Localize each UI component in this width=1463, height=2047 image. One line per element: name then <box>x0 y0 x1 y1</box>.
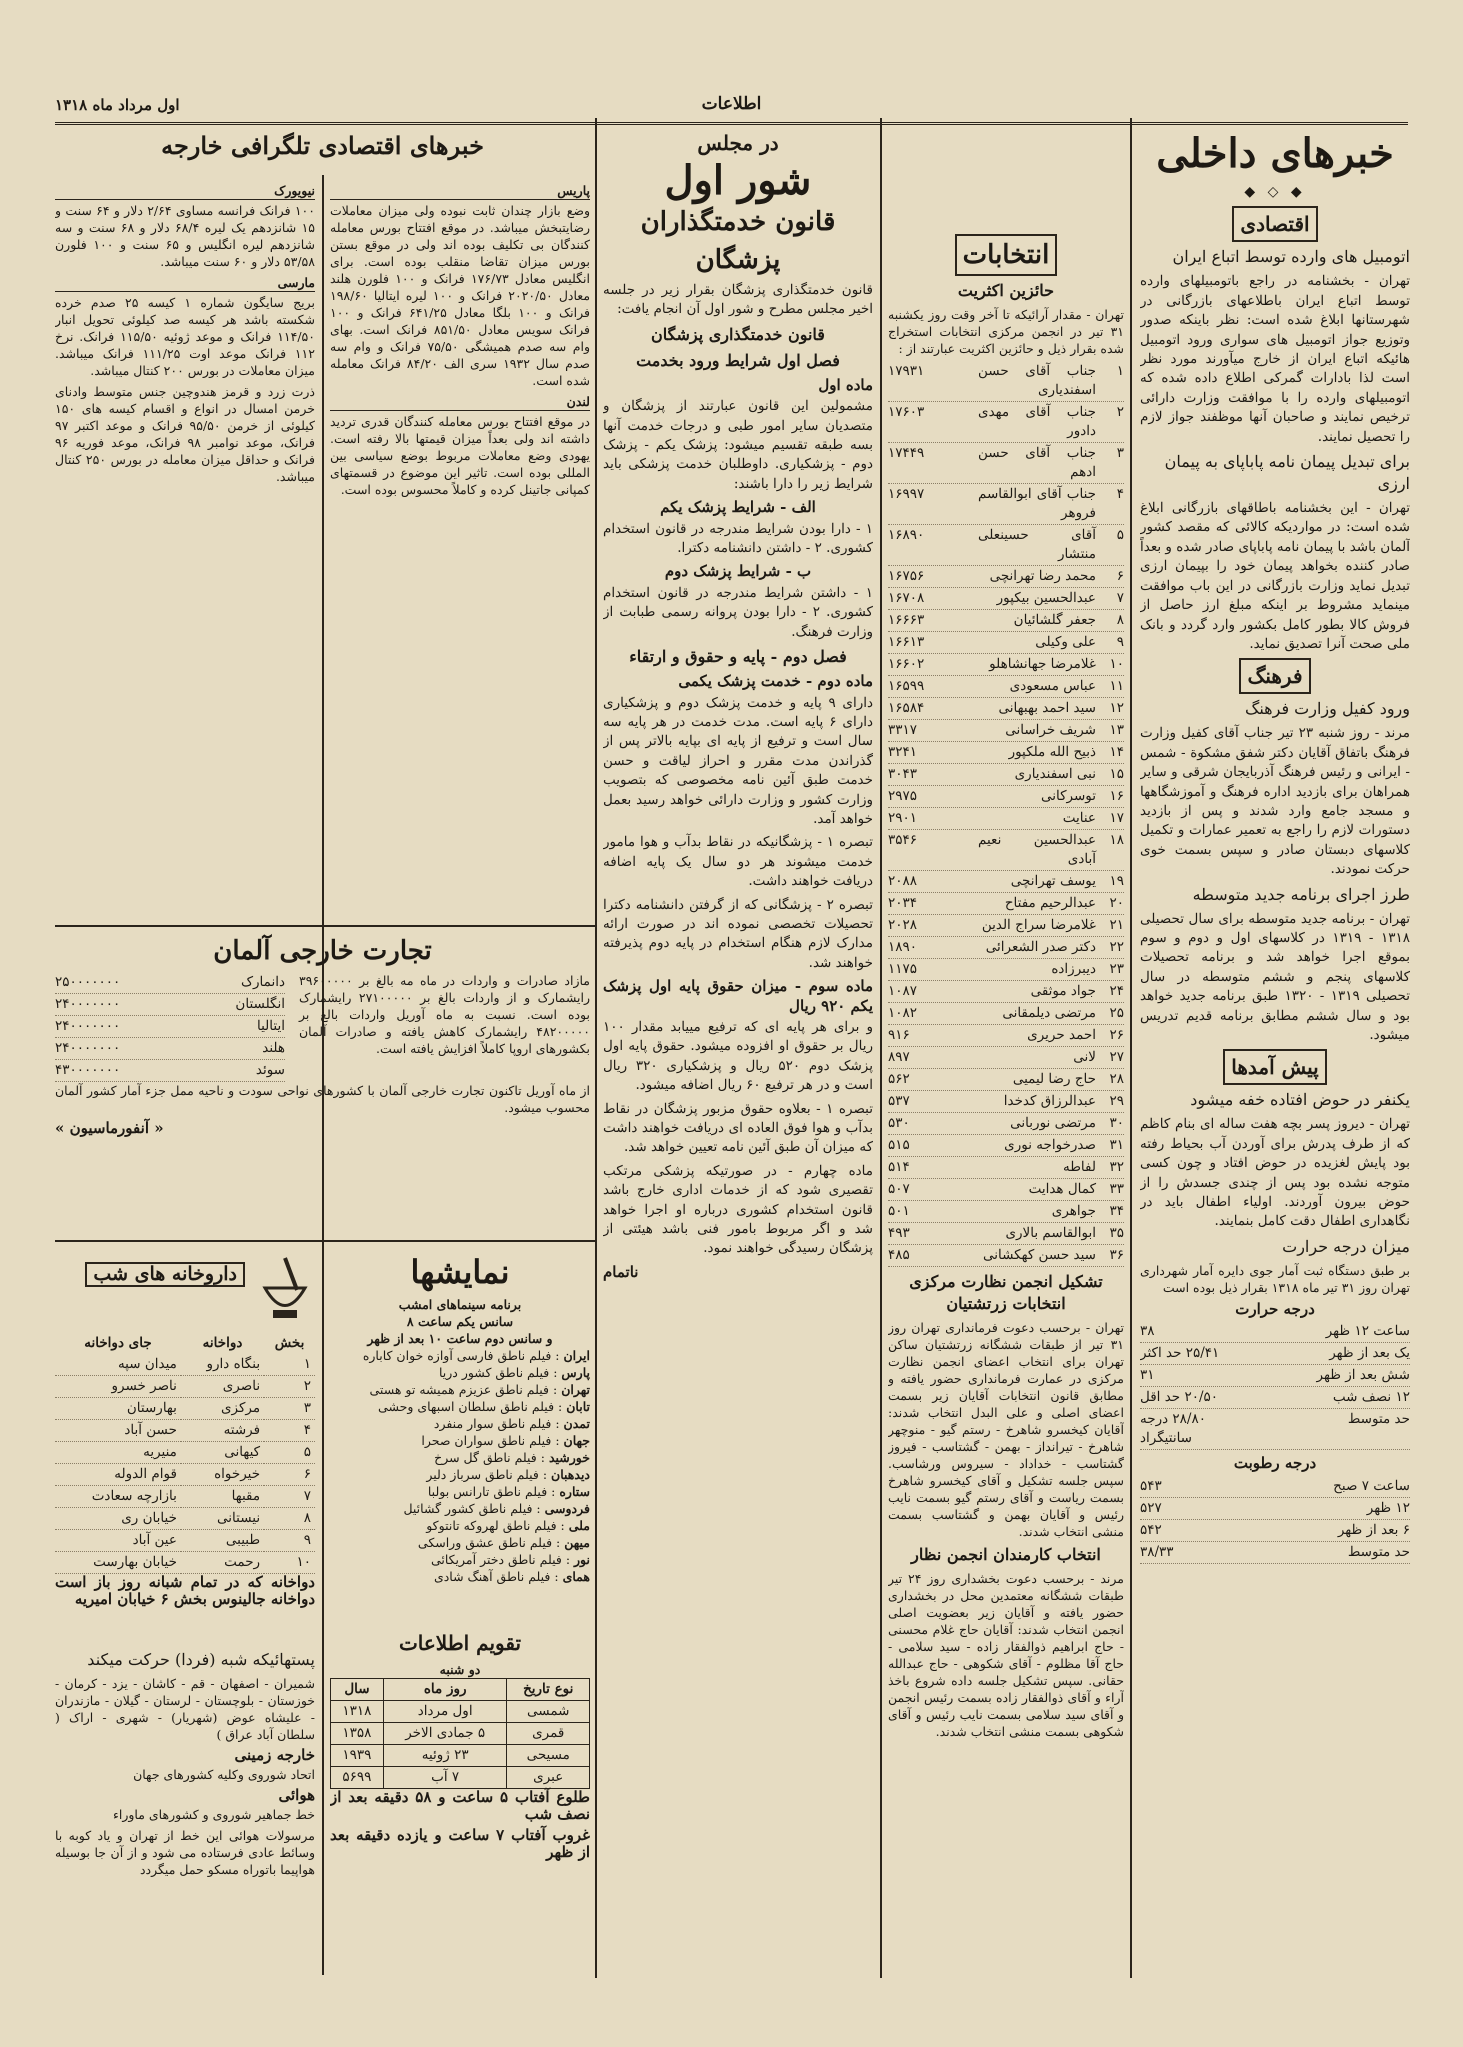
source-credit: « آنفورماسیون » <box>55 1119 164 1137</box>
pharmacy-note: دواخانه که در تمام شبانه روز باز است دواخانه جالینوس بخش ۶ خیابان امیریه <box>55 1573 315 1608</box>
col-header: بخش <box>274 1335 305 1351</box>
foreign-econ-right <box>330 178 590 918</box>
list-item: سوئد ۴۳۰۰۰۰۰۰۰ <box>55 1060 285 1082</box>
cinema-show-1: سانس یکم ساعت ۸ <box>406 1314 514 1329</box>
mail-title: پستهائیکه شبه (فردا) حرکت میکند <box>87 1650 315 1669</box>
mortar-icon <box>255 1248 315 1328</box>
column-rule <box>880 118 882 1978</box>
list-item: شش بعد از ظهر ۳۱ <box>1140 1365 1410 1387</box>
majlis-column <box>603 125 873 1975</box>
ministry-body: مرند - روز شنبه ۲۳ تیر جناب آقای کفیل وزارت فرهنگ باتفاق آقایان دکتر شفق مشکوة - شمس - ایرانی و رئیس فرهنگ آذربایجان شرقی و سایر همراهان برای بازدید اداره فرهنگ و آموزشگاهها و مسجد جامع وارد شدند و پس از بازدید دستورات لازم را راجع به تعمیر عمارات و تکمیل کلاسهای دبستان صادر و سپس بسمت خوی حرکت نمودند. <box>1140 725 1410 878</box>
list-item: ستاره : فیلم ناطق تارانس بولبا <box>427 1484 590 1499</box>
table-row: ۲۷ لانی ۸۹۷ <box>888 1047 1124 1069</box>
condition-a-body: ۱ - دارا بودن شرایط مندرجه در قانون استخدام کشوری. ۲ - داشتن دانشنامه دکترا. <box>603 520 873 557</box>
drown-headline: یکنفر در حوض افتاده خفه میشود <box>1190 1090 1410 1110</box>
car-import-headline: اتومبیل های وارده توسط اتباع ایران <box>1172 247 1410 267</box>
to-be-continued: ناتمام <box>603 1262 639 1281</box>
col-header: روز ماه <box>383 1679 507 1701</box>
cinema-show-2: و سانس دوم ساعت ۱۰ بعد از ظهر <box>367 1331 553 1346</box>
temp-list <box>1140 1321 1410 1450</box>
table-row: ۲۶ احمد حریری ۹۱۶ <box>888 1025 1124 1047</box>
table-row: ۹ طبیبی عین آباد <box>55 1530 315 1552</box>
table-row: ۳۱ صدرخواجه نوری ۵۱۵ <box>888 1135 1124 1157</box>
mail-abroad-title: خارجه زمینی <box>234 1746 315 1764</box>
table-row: ۳۴ جواهری ۵۰۱ <box>888 1201 1124 1223</box>
majlis-intro: قانون خدمتگذاری پزشگان بقرار زیر در جلسه اخیر مجلس مطرح و شور اول آن انجام یافت: <box>603 282 873 318</box>
table-row: ۶ محمد رضا تهرانچی ۱۶۷۵۶ <box>888 566 1124 588</box>
note-1: تبصره ۱ - پزشگانیکه در نقاط بدآب و هوا مامور خدمت میشوند هر دو سال یک پایه اضافه دریافت خواهند داشت. <box>603 834 873 890</box>
table-row: ۲۸ حاج رضا لیمیی ۵۶۲ <box>888 1069 1124 1091</box>
list-item: حد متوسط ۳۸/۳۳ <box>1140 1542 1410 1564</box>
mail-abroad-body: اتحاد شوروی وکلیه کشورهای جهان <box>133 1767 315 1782</box>
table-row: ۲۴ جواد موثقی ۱۰۸۷ <box>888 981 1124 1003</box>
german-trade-title: تجارت خارجی آلمان <box>213 936 432 966</box>
humidity-subheading: درجه رطوبت <box>1233 1454 1317 1473</box>
list-item: ساعت ۷ صبح ۵۴۳ <box>1140 1476 1410 1498</box>
table-row: ۳۳ کمال هدایت ۵۰۷ <box>888 1179 1124 1201</box>
table-row: ۱۵ نبی اسفندیاری ۳۰۴۳ <box>888 764 1124 786</box>
domestic-news-column <box>1140 125 1410 1975</box>
winners-headline: حائزین اکثریت <box>957 281 1055 300</box>
table-row: ۲۱ غلامرضا سراج الدین ۲۰۲۸ <box>888 915 1124 937</box>
condition-b-body: ۱ - داشتن شرایط مندرجه در قانون استخدام کشوری. ۲ - دارا بودن پروانه رسمی طبابت از وزارت فرهنگ. <box>603 584 873 640</box>
humidity-list <box>1140 1476 1410 1564</box>
calendar-title: تقویم اطلاعات <box>398 1631 522 1655</box>
table-row: ۱۳ شریف خراسانی ۳۳۱۷ <box>888 720 1124 742</box>
list-item: حد متوسط ۲۸/۸۰ درجه سانتیگراد <box>1140 1409 1410 1450</box>
mail-column <box>55 1645 315 1975</box>
table-row: ۹ علی وکیلی ۱۶۶۱۳ <box>888 632 1124 654</box>
car-import-body: تهران - بخشنامه در راجع باتومبیلهای وارده توسط اتباع ایران باطلاعهای بازرگانی در شهرستانها ابلاغ شده است: نظر باینکه صدور وتوزیع جواز اتومبیل های سواری ورود اتومبیل هائیکه اتباع ایران از خارج میآورند مورد نظر است لذا بادارات گمرکی اطلاع داده شده که اتومبیلهای وارده را با موافقت وزارت دارائی ترخیص نمایند و صاحبان آنها موظفند جواز لازم را تحصیل نمایند. <box>1140 273 1410 445</box>
culture-header <box>1140 658 1410 694</box>
pharmacy-table <box>55 1333 315 1574</box>
table-row: ۱۰ غلامرضا جهانشاهلو ۱۶۶۰۲ <box>888 654 1124 676</box>
table-row: قمری ۵ جمادی الاخر ۱۳۵۸ <box>331 1723 590 1745</box>
sunset: غروب آفتاب ۷ ساعت و یازده دقیقه بعد از ظهر <box>330 1826 590 1861</box>
table-row: ۸ نیستانی خیابان ری <box>55 1508 315 1530</box>
list-item: دانمارک ۲۵۰۰۰۰۰۰۰ <box>55 972 285 994</box>
cinema-column <box>330 1248 590 1603</box>
table-row: ۱۱ عباس مسعودی ۱۶۵۹۹ <box>888 676 1124 698</box>
newyork-dateline: نیویورک <box>55 182 315 200</box>
column-rule <box>595 118 597 1978</box>
list-item: ۶ بعد از ظهر ۵۴۲ <box>1140 1520 1410 1542</box>
list-item: ساعت ۱۲ ظهر ۳۸ <box>1140 1321 1410 1343</box>
table-row: ۸ جعفر گلشائیان ۱۶۶۶۳ <box>888 610 1124 632</box>
calendar-column <box>330 1625 590 1975</box>
list-item: پارس : فیلم ناطق کشور دریا <box>438 1365 590 1380</box>
votes-list <box>888 361 1124 1267</box>
table-row: ۲ جناب آقای مهدی دادور ۱۷۶۰۳ <box>888 402 1124 443</box>
table-row: ۲۹ عبدالرزاق کدخدا ۵۳۷ <box>888 1091 1124 1113</box>
list-item: جهان : فیلم ناطق سواران صحرا <box>421 1433 590 1448</box>
list-item: همای : فیلم ناطق آهنگ شادی <box>433 1569 590 1584</box>
german-trade-list <box>55 972 285 1082</box>
german-trade <box>55 930 590 1235</box>
article-4: ماده چهارم - در صورتیکه پزشکی مرتکب تقصیری شود که از خدمات اداری خارج باشد قانون استخدام کشوری درباره او اجرا خواهد شد و اگر مربوط بامور فنی باشد هیئتی از پزشگان رسیدگی خواهند نمود. <box>603 1162 873 1257</box>
list-item: نور : فیلم ناطق دختر آمریکائی <box>430 1552 590 1567</box>
calendar-day: دو شنبه <box>439 1662 481 1677</box>
temp-headline: میزان درجه حرارت <box>1282 1236 1410 1256</box>
cinema-title: نمایشها <box>410 1253 510 1291</box>
rial-body: تهران - این بخشنامه باطاقهای بازرگانی ابلاغ شده است: در مواردیکه کالائی که مقصد کشور آلمان باشد با پیمان نامه پاباپای صادر شده و بعداً صادر کننده بخواهد پیمان خود را بپیمان ارزی تبدیل نماید وزارت بازرگانی در این باب موافقت مینماید مشروط بر اینکه مبلغ ارز حاصل از فروش کالا بطور کامل بکشور وارد گردد و بانک ملی صحت آنرا تصدیق نماید. <box>1140 500 1410 652</box>
table-row: مسیحی ۲۳ ژوئیه ۱۹۳۹ <box>331 1745 590 1767</box>
table-row: ۱۹ یوسف تهرانچی ۲۰۸۸ <box>888 871 1124 893</box>
table-row: ۴ فرشته حسن آباد <box>55 1420 315 1442</box>
elections-label: انتخابات <box>955 234 1058 276</box>
marseille-body: بریج سایگون شماره ۱ کیسه ۲۵ صدم خرده شکسته باشد هر کیسه صد کیلوئی تحویل انبار ۱۱۴/۵۰ فرانک و موعد ژوئیه ۱۱۵/۵۰ فرانک. نرخ ۱۱۲ فرانک موعد اوت ۱۱۱/۲۵ فرانک میباشد. میزان معاملات در بورس ۲۰۰ کنتال میباشد. <box>55 295 315 378</box>
list-item: فردوسی : فیلم ناطق کشور گشائیل <box>403 1501 590 1516</box>
list-item: هلند ۲۴۰۰۰۰۰۰۰ <box>55 1038 285 1060</box>
list-item: یک بعد از ظهر ۲۵/۴۱ حد اکثر <box>1140 1343 1410 1365</box>
table-row: ۳۵ ابوالقاسم بالاری ۴۹۳ <box>888 1223 1124 1245</box>
table-row: ۳۲ لفاطه ۵۱۴ <box>888 1157 1124 1179</box>
mail-body: شمیران - اصفهان - قم - کاشان - یزد - کرمان - خوزستان - بلوچستان - لرستان - گیلان - مازندران - علیشاه عوض (شهریار) - شهری - اراک ( سلطان آباد عراق ) <box>55 1676 315 1742</box>
table-row: ۶ خیرخواه قوام الدوله <box>55 1464 315 1486</box>
table-row: ۴ جناب آقای ابوالقاسم فروهر ۱۶۹۹۷ <box>888 484 1124 525</box>
column-rule <box>322 1240 324 1975</box>
drown-body: تهران - دیروز پسر بچه هفت ساله ای بنام کاظم که از طرف پدرش برای آوردن آب بحیاط رفته بود پایش لغزیده در حوض افتاد و چون کسی متوجه نشده بود پس از چندی جسدش را از حوض بیرون آوردند. اولیاء اطفال باید در نگاهداری اطفال دقت کامل بنمایند. <box>1140 1116 1410 1230</box>
chapter-2: فصل دوم - پایه و حقوق و ارتقاء <box>629 647 847 667</box>
note-2: تبصره ۲ - پزشگانی که از گرفتن دانشنامه دکترا تحصیلات تخصصی نموده اند در صورت ارائه مدارک لازم هنگام استخدام در پایه دوم پذیرفته خواهند شد. <box>603 896 873 971</box>
elections-column <box>888 230 1124 1975</box>
events-header <box>1140 1049 1410 1085</box>
article-1-body: مشمولین این قانون عبارتند از پزشگان و متصدیان سایر امور طبی و درجات خدمت آنها بسه طبقه تقسیم میشود: پزشک یکم - پزشک دوم - پزشکیاری. داوطلبان خدمت پزشکی باید شرایط زیر را دارا باشند: <box>603 398 873 492</box>
council-body: تهران - برحسب دعوت فرمانداری تهران روز ۳۱ تیر از طبقات ششگانه زرتشتیان ساکن تهران برای انتخاب اعضای انجمن نظارت مرکزی در عمارت فرمانداری حضور یافته و مطابق قانون انتخابات آقایان زیر بسمت اعضای اصلی و علی البدل انتخاب شدند: آقایان کیخسرو شاهرخ - رستم گیو - منوچهر شاهرخ - تیرانداز - بهمن - گشتاسب - فیروز گشتاسب - خداداد - سیروس ورشاسب. سپس جلسه تشکیل و آقای کیخسرو شاهرخ بسمت ریاست و آقای رستم گیو بسمت نایب رئیس و آقایان بهمن و گشتاسب بسمت منشی انتخاب شدند. <box>888 1320 1124 1539</box>
ornament: ◆ ◇ ◆ <box>1244 184 1306 200</box>
german-trade-body-wrap <box>55 972 590 1082</box>
council-headline: تشکیل انجمن نظارت مرکزی انتخابات زرتشتیان <box>909 1272 1103 1313</box>
table-row: ۱۰ رحمت خیابان بهارست <box>55 1552 315 1574</box>
table-row: ۷ مقبها بازارچه سعادت <box>55 1486 315 1508</box>
table-row: ۲۰ عبدالرحیم مفتاح ۲۰۳۴ <box>888 893 1124 915</box>
table-header <box>331 1679 590 1701</box>
law-headline-2: پزشگان <box>695 245 781 275</box>
list-item: ۱۲ نصف شب ۲۰/۵۰ حد اقل <box>1140 1387 1410 1409</box>
col-header: جای دواخانه <box>84 1335 152 1351</box>
list-item: دیدهبان : فیلم ناطق سرباز دلیر <box>426 1467 590 1482</box>
events-label: پیش آمدها <box>1223 1049 1326 1085</box>
economic-label: اقتصادی <box>1232 206 1317 242</box>
table-header <box>55 1333 315 1354</box>
london-body: در موقع افتتاح بورس معامله کنندگان قدری تردید داشته اند ولی بعداً میزان قیمتها بالا رفته است. یهودی وضع معاملات مربوط بوضع سیاسی بین المللی بوده است. تاثیر این موضوع در قسمتهای کمپانی جاتینل کرده و کاملاً محسوس بوده است. <box>330 414 590 497</box>
table-row: عبری ۷ آب ۵۶۹۹ <box>331 1767 590 1789</box>
table-row: ۳۶ سید حسن کهکشانی ۴۸۵ <box>888 1245 1124 1267</box>
table-row: ۱۴ ذبیح الله ملکپور ۳۲۴۱ <box>888 742 1124 764</box>
section-rule <box>55 1240 595 1242</box>
calendar-table <box>330 1678 590 1789</box>
temp-subheading: درجه حرارت <box>1235 1299 1315 1318</box>
list-item: انگلستان ۲۴۰۰۰۰۰۰۰ <box>55 994 285 1016</box>
article-1: ماده اول <box>818 375 873 394</box>
chapter-1: فصل اول شرایط ورود بخدمت <box>636 350 840 370</box>
majlis-title: در مجلس <box>697 131 779 155</box>
law-title: قانون خدمتگذاری پزشگان <box>651 324 825 344</box>
foreign-econ-title: خبرهای اقتصادی تلگرافی خارجه <box>161 131 484 160</box>
table-row: ۲۵ مرتضی دیلمقانی ۱۰۸۲ <box>888 1003 1124 1025</box>
economic-header <box>1140 206 1410 242</box>
table-row: ۵ آقای حسینعلی منتشار ۱۶۸۹۰ <box>888 525 1124 566</box>
masthead <box>55 92 1408 125</box>
article-2: ماده دوم - خدمت پزشک یکمی <box>678 672 873 691</box>
col-header: سال <box>331 1679 384 1701</box>
table-row: ۱ جناب آقای حسن اسفندیاری ۱۷۹۳۱ <box>888 361 1124 402</box>
list-item: ملی : فیلم ناطق لهروکه تانتوکو <box>426 1518 590 1533</box>
domestic-title: خبرهای داخلی <box>1156 130 1394 177</box>
ministry-headline: ورود کفیل وزارت فرهنگ <box>1245 699 1410 719</box>
newyork-body: ۱۰۰ فرانک فرانسه مساوی ۲/۶۴ دلار و ۶۴ سنت و ۱۵ شانزدهم یک لیره ۶۸/۴ دلار و ۶۸ سنت و سه شانزدهم لیره انگلیس و ۶۵ سنت و ۱۰۰ فلورن ۵۳/۵۸ دلار و ۶۰ سنت میباشد. <box>55 203 315 269</box>
list-item: ایتالیا ۲۴۰۰۰۰۰۰۰ <box>55 1016 285 1038</box>
table-row: ۱۷ عنایت ۲۹۰۱ <box>888 808 1124 830</box>
pharmacy-banner <box>55 1248 315 1333</box>
paper-name: اطلاعات <box>701 94 762 114</box>
foreign-econ-left <box>55 178 315 918</box>
pharmacy-label: داروخانه های شب <box>85 1262 245 1287</box>
london-dateline: لندن <box>330 393 590 411</box>
table-row: ۵ کیهانی منیریه <box>55 1442 315 1464</box>
article-3-body: و برای هر پایه ای که ترفیع مییابد مقدار ۱۰۰ ریال بر حقوق او افزوده میشود. حقوق پایه اول پزشک دوم ۵۲۰ ریال و پزشکیاری ۳۲۰ ریال است و در هر ترفیع ۶۰ ریال اضافه میشود. <box>603 1019 873 1094</box>
list-item: ۱۲ ظهر ۵۲۷ <box>1140 1498 1410 1520</box>
elections-title <box>888 234 1124 276</box>
merand-body: مرند - برحسب دعوت بخشداری روز ۲۴ تیر طبقات ششگانه معتمدین محل در بخشداری حضور یافته و آقایان زیر بعضویت اصلی انجمن انتخاب شدند: آقایان حاج غلام محسنی - حاج ابراهیم ذوالفقار زاده - سید سلامی - حاج آقا مظلوم - آقای شکوهی - حاج عبدالله حقانی. سپس تشکیل جلسه داده شروع باخذ آراء و آقای ذوالفقار زاده بسمت رئیس انجمن و آقای سید سلامی بسمت نایب رئیس و آقای شکوهی بسمت منشی انتخاب شدند. <box>888 1571 1124 1739</box>
cinema-list <box>330 1347 590 1585</box>
sunrise: طلوع آفتاب ۵ ساعت و ۵۸ دقیقه بعد از نصف شب <box>330 1788 590 1823</box>
table-row: ۳ جناب آقای حسن ادهم ۱۷۴۴۹ <box>888 443 1124 484</box>
col-header: دواخانه <box>202 1335 243 1351</box>
paris-dateline: پاریس <box>330 182 590 200</box>
table-row: ۲۳ دیبرزاده ۱۱۷۵ <box>888 959 1124 981</box>
mail-air-body: خط جماهیر شوروی و کشورهای ماوراء <box>112 1807 315 1822</box>
condition-b: ب - شرایط پزشک دوم <box>664 562 812 581</box>
list-item: تهران : فیلم ناطق عزیزم همیشه تو هستی <box>369 1382 590 1397</box>
list-item: ایران : فیلم ناطق فارسی آوازه خوان کاباره <box>362 1348 590 1363</box>
cinema-subtitle: برنامه سینماهای امشب <box>398 1297 522 1312</box>
table-row: شمسی اول مرداد ۱۳۱۸ <box>331 1701 590 1723</box>
marseille-dateline: مارسی <box>55 274 315 292</box>
merand-headline: انتخاب کارمندان انجمن نظار <box>911 1545 1101 1564</box>
mail-air-title: هوائی <box>278 1786 315 1804</box>
article-3-note: تبصره ۱ - بعلاوه حقوق مزبور پزشگان در نقاط بدآب و هوا فوق العاده ای دریافت خواهند داشت که میزان آن طبق آئین نامه تعیین خواهد شد. <box>603 1100 873 1156</box>
table-row: ۳۰ مرتضی نوربانی ۵۳۰ <box>888 1113 1124 1135</box>
marseille-body-2: ذرت زرد و قرمز هندوچین جنس متوسط وادنای خرمن امسال در انواع و اقسام کیسه های ۱۵۰ کیلوئی از خرمن ۹۵/۵۰ فرانک و موعد اکتبر ۹۷ فرانک، موعد نوامبر ۹۸ فرانک، موعد فوریه ۹۶ فرانک و حداقل میزان معامله در بورس ۲۵۰ کنتال میباشد. <box>55 384 315 484</box>
table-row: ۲۲ دکتر صدر الشعرائی ۱۸۹۰ <box>888 937 1124 959</box>
section-rule <box>55 925 595 927</box>
mail-footnote: مرسولات هوائی این خط از تهران و یاد کوبه با وسائط عادی فرستاده می شود و از آن جا بوسیله هواپیما باتوراه مسکو حمل میگردد <box>55 1828 315 1877</box>
list-item: تابان : فیلم ناطق سلطان اسبهای وحشی <box>378 1399 590 1414</box>
german-trade-end: از ماه آوریل تاکنون تجارت خارجی آلمان با کشورهای نواحی سودت و ناحیه ممل جزء آمار کشور آلمان محسوب میشود. <box>55 1083 590 1115</box>
culture-label: فرهنگ <box>1239 658 1310 694</box>
table-row: ۱۲ سید احمد بهبهانی ۱۶۵۸۴ <box>888 698 1124 720</box>
col-header: نوع تاریخ <box>507 1679 590 1701</box>
article-2-body: دارای ۹ پایه و خدمت پزشک دوم و پزشکیاری دارای ۶ پایه است. مدت خدمت در هر پایه سه سال است و ترفیع از پایه ای بپایه بالاتر پس از گذراندن مدت مقرر و احراز لیاقت و حسن خدمت طبق آئین نامه مخصوصی که بتصویب وزارت کشور و وزارت دارائی خواهد رسید بعمل خواهد آمد. <box>603 694 873 827</box>
list-item: میهن : فیلم ناطق عشق وراسکی <box>417 1535 590 1550</box>
foreign-econ-banner <box>55 128 590 172</box>
list-item: تمدن : فیلم ناطق سوار منفرد <box>433 1416 590 1431</box>
table-row: ۳ مرکزی بهارستان <box>55 1398 315 1420</box>
column-rule <box>1130 118 1132 1978</box>
paris-body: وضع بازار چندان ثابت نبوده ولی میزان معاملات رضایتبخش میباشد. در موقع افتتاح بورس معامله کنندگان بی تکلیف بوده اند ولی در موقع بستن بورس میزان تقاضا منقلب بوده است. برای انگلیس معادل ۱۷۶/۷۳ فرانک و ۱۰۰ فلورن هلند معادل ۲۰۲۰/۵۰ فرانک و ۱۰۰ لیره ایتالیا ۱۹۸/۶۰ فرانک و ۱۰۰ بلگا معادل ۶۴۱/۲۵ فرانک و ۱۰۰ فرانک سویس معادل ۸۵۱/۵۰ فرانک است. بهای وام سه صدم همیشگی ۷۵/۵۰ فرانک و وام سه صدم سال ۱۹۳۲ سری الف ۸۴/۲۰ فرانک معامله شده است. <box>330 203 590 388</box>
elections-intro: تهران - مقدار آرائیکه تا آخر وقت روز یکشنبه ۳۱ تیر در انجمن مرکزی انتخابات استخراج شده بقرار ذیل و حائزین اکثریت عبارتند از : <box>888 307 1124 356</box>
table-row: ۱ بنگاه دارو میدان سپه <box>55 1354 315 1376</box>
temp-intro: بر طبق دستگاه ثبت آمار جوی دایره آمار شهرداری تهران روز ۳۱ تیر ماه ۱۳۱۸ بقرار ذیل بوده است <box>1140 1262 1410 1295</box>
german-trade-body: مازاد صادرات و واردات در ماه مه بالغ بر ۳۹۶۰۰۰۰۰ رایشمارک و از واردات بالغ بر ۲۷۱۰۰۰۰۰ رایشمارک بوده است. نسبت به ماه آوریل واردات بالغ بر ۴۸۲۰۰۰۰۰ رایشمارک کاهش یافته و صادرات آلمان بکشورهای اروپا کاملاً افزایش یافته است. <box>299 973 590 1056</box>
session-headline: شور اول <box>664 157 812 204</box>
midschool-headline: طرز اجرای برنامه جدید متوسطه <box>1192 884 1410 904</box>
law-headline: قانون خدمتگذاران <box>640 207 836 237</box>
table-row: ۱۶ توسرکانی ۲۹۷۵ <box>888 786 1124 808</box>
table-row: ۲ ناصری ناصر خسرو <box>55 1376 315 1398</box>
rial-headline: برای تبدیل پیمان نامه پاباپای به پیمان ارزی <box>1164 452 1410 494</box>
table-row: ۷ عبدالحسین بیکپور ۱۶۷۰۸ <box>888 588 1124 610</box>
table-row: ۱۸ عبدالحسین نعیم آبادی ۳۵۴۶ <box>888 830 1124 871</box>
list-item: خورشید : فیلم ناطق گل سرخ <box>434 1450 590 1465</box>
issue-date: اول مرداد ماه ۱۳۱۸ <box>55 96 180 114</box>
midschool-body: تهران - برنامه جدید متوسطه برای سال تحصیلی ۱۳۱۸ - ۱۳۱۹ در کلاسهای اول و دوم و سوم بموقع اجرا خواهد شد و برنامه تحصیلات کلاسهای پنجم و ششم متوسطه در سال تحصیلی ۱۳۱۹ - ۱۳۲۰ طبق برنامه جدید خواهد بود و سال ششم مطابق برنامه قدیم تدریس میشود. <box>1140 910 1410 1043</box>
article-3: ماده سوم - میزان حقوق پایه اول پزشک یکم ۹۲۰ ریال <box>603 977 873 1015</box>
condition-a: الف - شرایط پزشک یکم <box>660 498 816 517</box>
pharmacy-column <box>55 1248 315 1638</box>
